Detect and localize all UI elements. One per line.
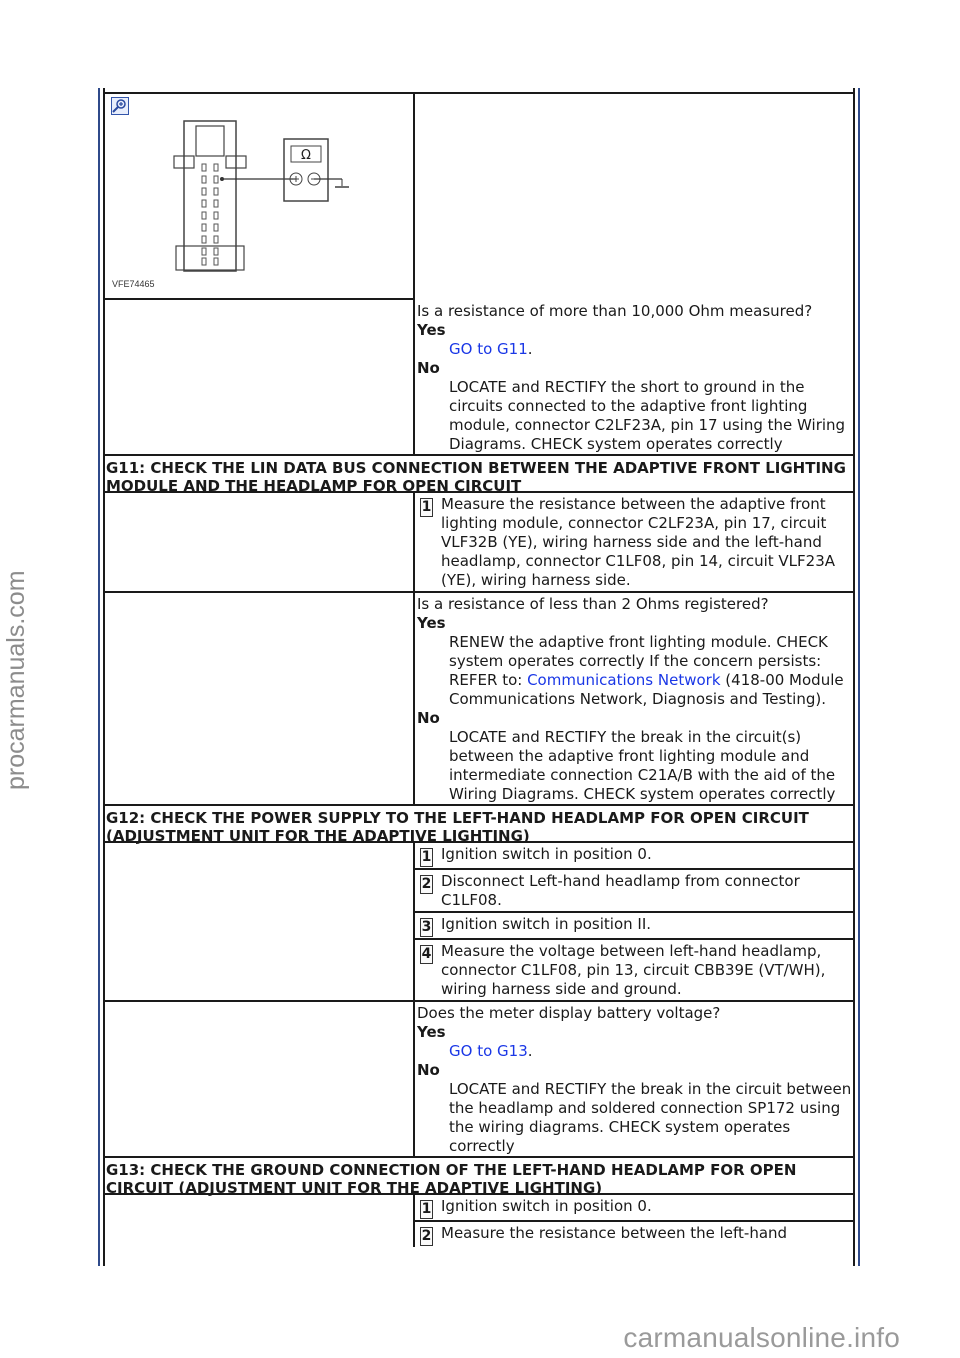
step-item [415, 913, 853, 940]
g11-heading: G11: CHECK THE LIN DATA BUS CONNECTION BETWEEN THE ADAPTIVE FRONT LIGHTING MODULE AND THE HEADLAMP FOR OPEN CIRCUIT [104, 456, 853, 493]
empty-left-cell [104, 593, 415, 804]
step-item [415, 493, 853, 591]
no-label: No [417, 1061, 440, 1079]
no-label: No [417, 359, 440, 377]
step-text: Ignition switch in position 0. [441, 845, 652, 863]
no-answer: LOCATE and RECTIFY the break in the circuit between the headlamp and soldered connection SP172 using the wiring diagrams. CHECK system operates correctly [449, 1080, 852, 1155]
step-text: Ignition switch in position II. [441, 915, 652, 933]
communications-network-link[interactable]: Communications Network [527, 671, 721, 689]
g13-heading: G13: CHECK THE GROUND CONNECTION OF THE LEFT-HAND HEADLAMP FOR OPEN CIRCUIT (ADJUSTMENT UNIT FOR THE ADAPTIVE LIGHTING) [104, 1158, 853, 1195]
g11-question-row [104, 593, 853, 806]
step-text: Disconnect Left-hand headlamp from connector C1LF08. [441, 872, 800, 909]
question-text: Is a resistance of less than 2 Ohms registered? [417, 595, 769, 613]
step-number: 1 [421, 849, 432, 865]
empty-left-cell [104, 300, 415, 454]
step-item [415, 1222, 853, 1247]
frame-line-right-outer [858, 88, 860, 1266]
step-text: Measure the voltage between left-hand headlamp, connector C1LF08, pin 13, circuit CBB39E (VT/WH), wiring harness side and ground. [441, 942, 826, 998]
step-item [415, 940, 853, 1000]
step-item [415, 870, 853, 913]
meter-ohm-symbol: Ω [301, 148, 311, 163]
no-label: No [417, 709, 440, 727]
g11-steps [415, 493, 853, 591]
step-item [415, 843, 853, 870]
g12-steps [415, 843, 853, 1000]
figure-cell [104, 94, 415, 300]
bottom-watermark: carmanualsonline.info [623, 1322, 900, 1353]
empty-left-cell [104, 493, 415, 591]
side-watermark: procarmanuals.com [2, 570, 30, 790]
question-text: Is a resistance of more than 10,000 Ohm measured? [417, 302, 813, 320]
step-item [415, 1195, 853, 1222]
go-to-g11-link[interactable]: GO to G11 [449, 340, 528, 358]
empty-left-cell [104, 843, 415, 1000]
step-text: Measure the resistance between the left-hand [441, 1224, 788, 1242]
frame-line-left-outer [98, 88, 100, 1266]
figure-label: VFE74465 [112, 279, 155, 289]
empty-left-cell [104, 1195, 415, 1247]
connector-meter-diagram [104, 94, 413, 298]
yes-label: Yes [417, 614, 446, 632]
g12-heading: G12: CHECK THE POWER SUPPLY TO THE LEFT-HAND HEADLAMP FOR OPEN CIRCUIT (ADJUSTMENT UNIT FOR THE ADAPTIVE LIGHTING) [104, 806, 853, 843]
step-number: 2 [421, 1228, 432, 1244]
g12-answer-cell [415, 1002, 853, 1156]
step-number: 4 [421, 946, 432, 962]
go-to-g13-link[interactable]: GO to G13 [449, 1042, 528, 1060]
empty-left-cell [104, 1002, 415, 1156]
g12-steps-row [104, 843, 853, 1002]
step-number: 3 [421, 919, 432, 935]
question-text: Does the meter display battery voltage? [417, 1004, 721, 1022]
step-text: Measure the resistance between the adaptive front lighting module, connector C2LF23A, pin 17, circuit VLF32B (YE), wiring harness side and the left-hand headlamp, connector C1LF08, pin 14, circuit VLF23A (YE), wiring harness side. [441, 495, 836, 589]
yes-label: Yes [417, 321, 446, 339]
question-row-1 [104, 300, 853, 456]
g11-answer-cell [415, 593, 853, 804]
yes-answer: RENEW the adaptive front lighting module. CHECK system operates correctly If the concern persists: REFER to: Communications Network (418-00 Module Communications Network, Diagnosis and Testing). [449, 633, 844, 708]
figure-row [104, 92, 853, 300]
yes-answer: GO to G11. [449, 340, 533, 358]
answer-cell-1 [415, 300, 853, 454]
frame-line-right-inner [853, 88, 855, 1266]
no-answer: LOCATE and RECTIFY the short to ground in the circuits connected to the adaptive front lighting module, connector C2LF23A, pin 17 using the Wiring Diagrams. CHECK system operates correctly [449, 378, 846, 453]
g13-steps [415, 1195, 853, 1247]
yes-label: Yes [417, 1023, 446, 1041]
step-text: Ignition switch in position 0. [441, 1197, 652, 1215]
g12-question-row [104, 1002, 853, 1158]
figure-empty-cell [415, 94, 853, 300]
procedure-table [104, 92, 853, 1247]
g13-steps-row [104, 1195, 853, 1247]
step-number: 1 [421, 1201, 432, 1217]
step-number: 1 [421, 499, 432, 515]
step-number: 2 [421, 876, 432, 892]
no-answer: LOCATE and RECTIFY the break in the circuit(s) between the adaptive front lighting module and intermediate connection C21A/B with the aid of the Wiring Diagrams. CHECK system operates correctly [449, 728, 836, 803]
yes-answer: GO to G13. [449, 1042, 533, 1060]
g11-steps-row [104, 493, 853, 593]
